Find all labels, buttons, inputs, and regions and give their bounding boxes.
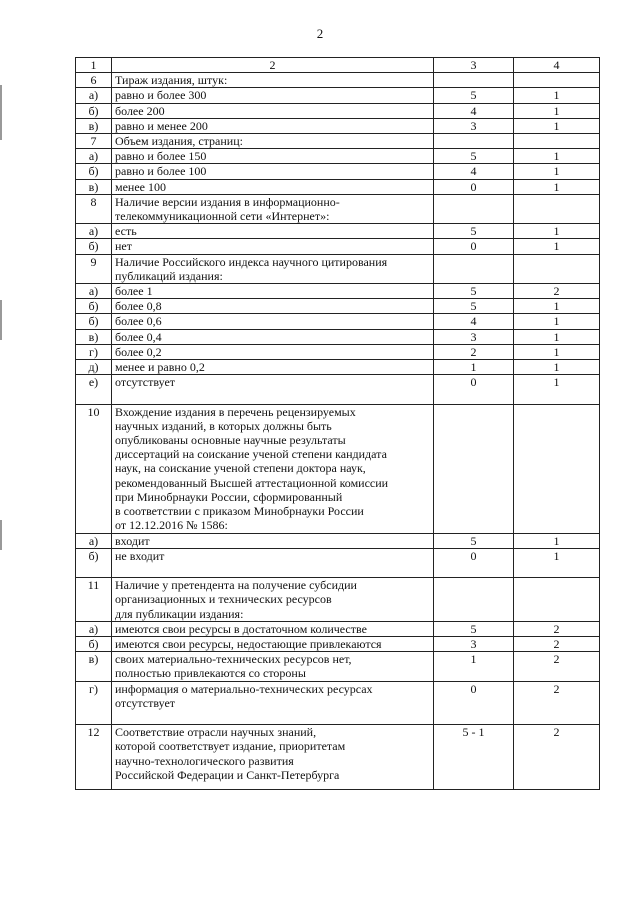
row-criterion-cell: Тираж издания, штук: — [112, 73, 434, 88]
row-number-cell: г) — [76, 681, 112, 725]
table-row — [76, 548, 600, 577]
table-row — [76, 375, 600, 404]
row-weight-cell: 1 — [514, 375, 600, 404]
row-weight-cell: 1 — [514, 224, 600, 239]
scan-edge-mark — [0, 300, 2, 340]
row-score-cell: 2 — [434, 344, 514, 359]
row-score-cell: 5 — [434, 284, 514, 299]
row-number-cell: 8 — [76, 194, 112, 223]
row-criterion-cell: Наличие Российского индекса научного цитирования публикаций издания: — [112, 254, 434, 283]
row-criterion-cell: Наличие версии издания в информационно- телекоммуникационной сети «Интернет»: — [112, 194, 434, 223]
row-criterion-cell: более 0,2 — [112, 344, 434, 359]
table-row — [76, 118, 600, 133]
table-row — [76, 652, 600, 681]
table-row — [76, 164, 600, 179]
row-criterion-cell: есть — [112, 224, 434, 239]
row-weight-cell: 1 — [514, 164, 600, 179]
row-weight-cell: 2 — [514, 621, 600, 636]
row-weight-cell — [514, 578, 600, 622]
row-score-cell: 5 - 1 — [434, 725, 514, 790]
row-score-cell: 1 — [434, 652, 514, 681]
table-row — [76, 636, 600, 651]
row-criterion-cell: отсутствует — [112, 375, 434, 404]
row-number-cell: 12 — [76, 725, 112, 790]
row-number-cell: а) — [76, 149, 112, 164]
table-row — [76, 621, 600, 636]
table-row — [76, 329, 600, 344]
row-score-cell — [434, 194, 514, 223]
row-criterion-cell: информация о материально-технических ресурсах отсутствует — [112, 681, 434, 725]
row-score-cell: 4 — [434, 103, 514, 118]
row-score-cell: 5 — [434, 88, 514, 103]
table-row — [76, 344, 600, 359]
row-number-cell: в) — [76, 179, 112, 194]
table-row — [76, 578, 600, 622]
row-score-cell: 5 — [434, 224, 514, 239]
row-score-cell: 0 — [434, 239, 514, 254]
table-row — [76, 224, 600, 239]
header-cell-criterion: 2 — [112, 58, 434, 73]
row-weight-cell: 1 — [514, 314, 600, 329]
scan-edge-mark — [0, 85, 2, 140]
row-criterion-cell: не входит — [112, 548, 434, 577]
row-criterion-cell: равно и менее 200 — [112, 118, 434, 133]
row-score-cell: 4 — [434, 164, 514, 179]
row-number-cell: в) — [76, 118, 112, 133]
row-number-cell: б) — [76, 103, 112, 118]
row-score-cell — [434, 578, 514, 622]
row-criterion-cell: более 0,4 — [112, 329, 434, 344]
row-score-cell: 4 — [434, 314, 514, 329]
row-number-cell: б) — [76, 314, 112, 329]
table-header-row — [76, 58, 600, 73]
row-weight-cell: 2 — [514, 652, 600, 681]
row-number-cell: а) — [76, 224, 112, 239]
row-score-cell: 0 — [434, 681, 514, 725]
table-row — [76, 725, 600, 790]
row-number-cell: 6 — [76, 73, 112, 88]
row-criterion-cell: Соответствие отрасли научных знаний, которой соответствует издание, приоритетам научно-технологического развития Российской Федерации и Санкт-Петербурга — [112, 725, 434, 790]
criteria-table — [75, 57, 600, 790]
table-row — [76, 179, 600, 194]
row-number-cell: а) — [76, 621, 112, 636]
scan-edge-mark — [0, 520, 2, 550]
row-weight-cell: 1 — [514, 344, 600, 359]
table-row — [76, 88, 600, 103]
row-number-cell: б) — [76, 164, 112, 179]
row-criterion-cell: менее и равно 0,2 — [112, 360, 434, 375]
row-weight-cell: 1 — [514, 118, 600, 133]
header-cell-weight: 4 — [514, 58, 600, 73]
row-number-cell: б) — [76, 636, 112, 651]
table-row — [76, 360, 600, 375]
row-score-cell: 5 — [434, 149, 514, 164]
row-number-cell: а) — [76, 284, 112, 299]
row-weight-cell: 1 — [514, 179, 600, 194]
row-weight-cell — [514, 134, 600, 149]
row-number-cell: в) — [76, 329, 112, 344]
row-weight-cell: 1 — [514, 239, 600, 254]
row-criterion-cell: Вхождение издания в перечень рецензируемых научных изданий, в которых должны быть опубликованы основные научные результаты диссертаций на соискание ученой степени кандидата наук, на соискание ученой степени доктора наук, рекомендованный Высшей аттестационной комиссии при Минобрнауки России, сформированный в соответствии с приказом Минобрнауки России от 12.12.2016 № 1586: — [112, 404, 434, 533]
table-row — [76, 404, 600, 533]
row-score-cell — [434, 134, 514, 149]
row-criterion-cell: равно и более 300 — [112, 88, 434, 103]
row-number-cell: 9 — [76, 254, 112, 283]
row-criterion-cell: своих материально-технических ресурсов нет, полностью привлекаются со стороны — [112, 652, 434, 681]
table-row — [76, 254, 600, 283]
row-weight-cell: 1 — [514, 548, 600, 577]
row-weight-cell — [514, 254, 600, 283]
row-number-cell: 11 — [76, 578, 112, 622]
row-weight-cell: 1 — [514, 149, 600, 164]
row-number-cell: б) — [76, 548, 112, 577]
table-row — [76, 134, 600, 149]
row-weight-cell: 1 — [514, 360, 600, 375]
row-number-cell: а) — [76, 88, 112, 103]
row-score-cell: 0 — [434, 179, 514, 194]
row-score-cell: 3 — [434, 118, 514, 133]
row-weight-cell: 1 — [514, 88, 600, 103]
row-criterion-cell: более 0,6 — [112, 314, 434, 329]
table-row — [76, 299, 600, 314]
table-row — [76, 239, 600, 254]
row-weight-cell: 1 — [514, 533, 600, 548]
row-criterion-cell: входит — [112, 533, 434, 548]
row-number-cell: е) — [76, 375, 112, 404]
row-number-cell: д) — [76, 360, 112, 375]
row-criterion-cell: равно и более 100 — [112, 164, 434, 179]
row-weight-cell — [514, 404, 600, 533]
row-criterion-cell: равно и более 150 — [112, 149, 434, 164]
row-score-cell: 0 — [434, 375, 514, 404]
table-row — [76, 73, 600, 88]
row-criterion-cell: Наличие у претендента на получение субсидии организационных и технических ресурсов для публикации издания: — [112, 578, 434, 622]
header-cell-score: 3 — [434, 58, 514, 73]
row-score-cell: 5 — [434, 621, 514, 636]
row-number-cell: в) — [76, 652, 112, 681]
row-number-cell: б) — [76, 239, 112, 254]
row-score-cell: 0 — [434, 548, 514, 577]
row-score-cell: 1 — [434, 360, 514, 375]
row-score-cell — [434, 254, 514, 283]
row-criterion-cell: нет — [112, 239, 434, 254]
row-number-cell: г) — [76, 344, 112, 359]
row-number-cell: а) — [76, 533, 112, 548]
row-number-cell: 10 — [76, 404, 112, 533]
table-row — [76, 149, 600, 164]
row-criterion-cell: менее 100 — [112, 179, 434, 194]
row-weight-cell — [514, 73, 600, 88]
row-score-cell — [434, 73, 514, 88]
row-weight-cell: 2 — [514, 284, 600, 299]
row-criterion-cell: Объем издания, страниц: — [112, 134, 434, 149]
table-row — [76, 103, 600, 118]
row-weight-cell: 2 — [514, 681, 600, 725]
table-row — [76, 314, 600, 329]
row-weight-cell — [514, 194, 600, 223]
table-row — [76, 194, 600, 223]
page-number: 2 — [316, 26, 324, 41]
row-criterion-cell: более 200 — [112, 103, 434, 118]
table-row — [76, 533, 600, 548]
row-criterion-cell: имеются свои ресурсы, недостающие привлекаются — [112, 636, 434, 651]
row-weight-cell: 1 — [514, 299, 600, 314]
row-score-cell — [434, 404, 514, 533]
row-score-cell: 5 — [434, 299, 514, 314]
row-number-cell: 7 — [76, 134, 112, 149]
table-row — [76, 284, 600, 299]
header-cell-number: 1 — [76, 58, 112, 73]
criteria-table-body — [76, 58, 600, 790]
row-score-cell: 3 — [434, 636, 514, 651]
row-weight-cell: 2 — [514, 636, 600, 651]
row-criterion-cell: более 0,8 — [112, 299, 434, 314]
row-score-cell: 5 — [434, 533, 514, 548]
row-weight-cell: 2 — [514, 725, 600, 790]
row-criterion-cell: имеются свои ресурсы в достаточном количестве — [112, 621, 434, 636]
row-number-cell: б) — [76, 299, 112, 314]
row-weight-cell: 1 — [514, 103, 600, 118]
row-criterion-cell: более 1 — [112, 284, 434, 299]
table-row — [76, 681, 600, 725]
row-score-cell: 3 — [434, 329, 514, 344]
row-weight-cell: 1 — [514, 329, 600, 344]
